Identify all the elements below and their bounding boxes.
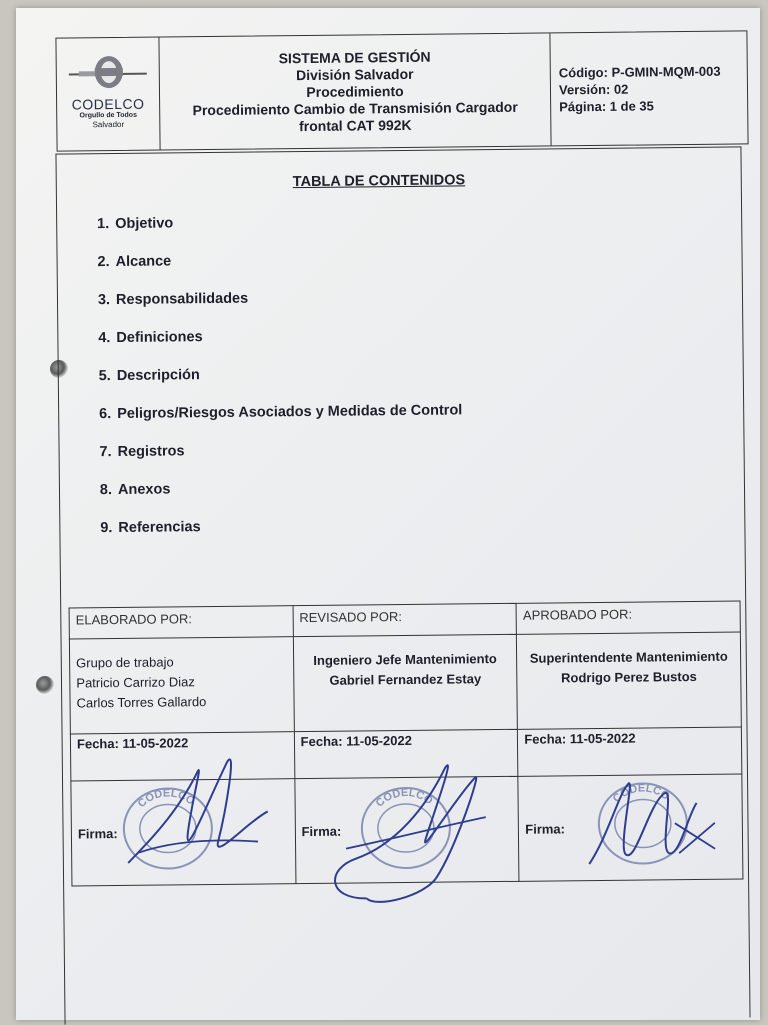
toc-item: 8. Anexos bbox=[99, 481, 171, 499]
firma-elaborado bbox=[71, 779, 296, 886]
system-title: SISTEMA DE GESTIÓN bbox=[278, 48, 431, 66]
stamp-icon bbox=[357, 784, 454, 873]
codelco-logo-icon bbox=[65, 52, 151, 97]
logo-location: Salvador bbox=[92, 119, 125, 130]
svg-text:CODELCO: CODELCO bbox=[610, 782, 673, 806]
toc-item: 9. Referencias bbox=[100, 519, 201, 537]
firma-revisado bbox=[295, 776, 520, 883]
logo-tagline: Orgullo de Todos bbox=[79, 111, 137, 120]
document-title-block bbox=[159, 33, 551, 149]
date-revisado: Fecha: 11-05-2022 bbox=[294, 729, 518, 778]
doc-type: Procedimiento bbox=[306, 82, 404, 100]
document-meta bbox=[550, 31, 747, 145]
logo-brand: CODELCO bbox=[71, 95, 145, 113]
toc-item: 2. Alcance bbox=[97, 253, 172, 271]
stamp-icon bbox=[595, 779, 692, 868]
revisado-names: Ingeniero Jefe Mantenimiento Gabriel Fernandez Estay bbox=[293, 634, 518, 731]
doc-title-line2: frontal CAT 992K bbox=[298, 116, 412, 134]
firma-aprobado bbox=[518, 774, 743, 881]
toc-item: 7. Registros bbox=[99, 443, 185, 461]
document-header bbox=[55, 30, 748, 151]
svg-text:CODELCO: CODELCO bbox=[373, 786, 435, 810]
table-of-contents bbox=[87, 212, 464, 558]
aprobado-names: Superintendente Mantenimiento Rodrigo Perez Bustos bbox=[517, 632, 742, 729]
firma-label: Firma: bbox=[301, 823, 342, 839]
header-elaborado: ELABORADO POR: bbox=[69, 606, 293, 639]
doc-title-line1: Procedimiento Cambio de Transmisión Cargador bbox=[192, 98, 518, 118]
date-aprobado: Fecha: 11-05-2022 bbox=[518, 727, 742, 776]
approval-table bbox=[69, 600, 744, 886]
punch-hole-icon bbox=[36, 676, 54, 694]
firma-label: Firma: bbox=[77, 825, 118, 841]
logo-cell bbox=[56, 38, 160, 151]
elaborado-names: Grupo de trabajo Patricio Carrizo Diaz Carlos Torres Gallardo bbox=[69, 637, 294, 734]
header-revisado: REVISADO POR: bbox=[293, 603, 517, 636]
toc-item: 6. Peligros/Riesgos Asociados y Medidas de Control bbox=[99, 402, 463, 423]
toc-item: 3. Responsabilidades bbox=[97, 290, 249, 309]
doc-page: Página: 1 de 35 bbox=[559, 97, 654, 114]
date-elaborado: Fecha: 11-05-2022 bbox=[70, 732, 294, 781]
stamp-icon bbox=[119, 784, 216, 873]
doc-version: Versión: 02 bbox=[558, 81, 629, 97]
firma-label: Firma: bbox=[525, 820, 566, 837]
doc-code: Código: P-GMIN-MQM-003 bbox=[558, 63, 721, 80]
toc-item: 1. Objetivo bbox=[97, 215, 174, 233]
svg-text:CODELCO: CODELCO bbox=[135, 787, 197, 811]
toc-title: TABLA DE CONTENIDOS bbox=[292, 172, 466, 191]
content-frame bbox=[55, 146, 750, 1024]
toc-item: 4. Definiciones bbox=[98, 329, 203, 347]
division-name: División Salvador bbox=[295, 65, 414, 83]
header-aprobado: APROBADO POR: bbox=[516, 601, 740, 634]
toc-item: 5. Descripción bbox=[98, 367, 200, 385]
